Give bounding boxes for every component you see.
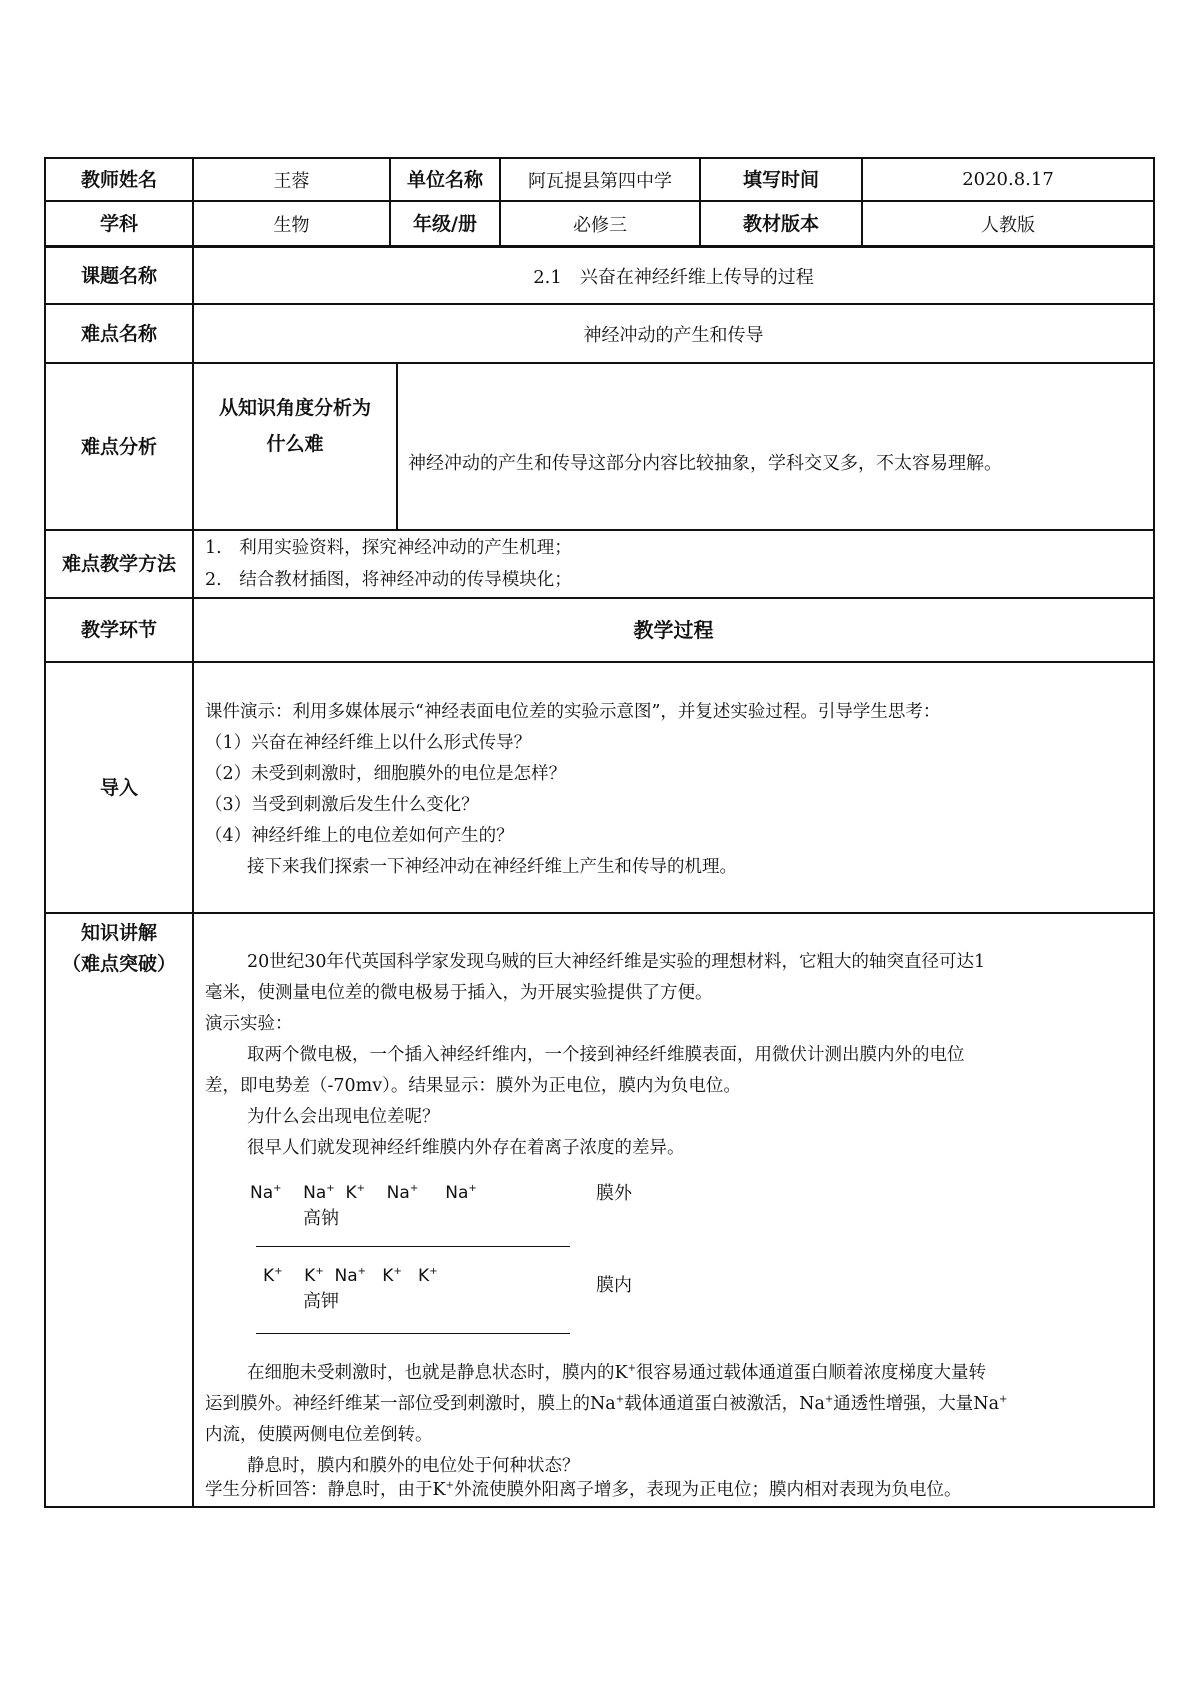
difficulty-value: 神经冲动的产生和传导 [583, 324, 764, 346]
ion-charge: + [357, 1266, 367, 1277]
ion-charge: + [445, 1480, 454, 1491]
teacher-name-value: 王蓉 [273, 170, 310, 192]
teaching-stage-label: 教学环节 [80, 619, 157, 641]
text-segment: 通透性增强，大量Na [833, 1394, 1000, 1414]
topic-label: 课题名称 [80, 264, 157, 287]
grade-value: 必修三 [573, 214, 627, 236]
ion-label: K [263, 1266, 275, 1286]
ion-charge: + [429, 1266, 438, 1277]
intro-question-4: （4）神经纤维上的电位差如何产生的？ [205, 826, 514, 846]
teaching-process-title: 教学过程 [633, 618, 714, 642]
outer-caption: 高钠 [303, 1208, 339, 1229]
table-border-bottom [44, 1506, 1155, 1508]
ion-charge: + [468, 1183, 477, 1194]
analysis-content: 神经冲动的产生和传导这部分内容比较抽象，学科交叉多，不太容易理解。 [408, 453, 1002, 474]
inner-membrane-label: 膜内 [596, 1275, 632, 1296]
text-segment: 外流使膜外阳离子增多，表现为正电位；膜内相对表现为负电位。 [453, 1480, 962, 1500]
question: 为什么会出现电位差呢？ [247, 1107, 440, 1127]
text-segment: 载体通道蛋白被激活，Na [624, 1394, 825, 1414]
analysis-label: 难点分析 [80, 435, 157, 458]
ion-label: K [382, 1266, 394, 1286]
method-item-1: 1. 利用实验资料，探究神经冲动的产生机理； [205, 538, 572, 558]
unit-name-value: 阿瓦提县第四中学 [528, 170, 672, 192]
ion-label: Na [334, 1266, 358, 1286]
knowledge-label-line1: 知识讲解 [80, 922, 157, 944]
knowledge-paragraph: 毫米，使测量电位差的微电极易于插入，为开展实验提供了方便。 [205, 983, 713, 1003]
ion-label: Na [250, 1183, 274, 1203]
inner-caption: 高钾 [303, 1291, 339, 1312]
ion-charge: + [315, 1266, 324, 1277]
ion-charge: + [409, 1183, 419, 1194]
ion-charge: + [273, 1183, 282, 1194]
knowledge-paragraph: 很早人们就发现神经纤维膜内外存在着离子浓度的差异。 [247, 1138, 685, 1158]
analysis-sub-label-line1: 从知识角度分析为 [218, 397, 371, 419]
subject-label: 学科 [99, 212, 138, 235]
knowledge-paragraph [247, 1358, 986, 1389]
topic-value: 2.1 兴奋在神经纤维上传导的过程 [533, 266, 814, 288]
ion-charge: + [999, 1394, 1008, 1405]
intro-label: 导入 [99, 776, 138, 799]
ion-label: K [345, 1183, 357, 1203]
student-answer [205, 1475, 961, 1506]
knowledge-paragraph: 20世纪30年代英国科学家发现乌贼的巨大神经纤维是实验的理想材料，它粗大的轴突直径可达1 [247, 952, 986, 972]
ion-charge: + [824, 1394, 834, 1405]
method-label: 难点教学方法 [61, 553, 176, 575]
ion-charge: + [356, 1183, 366, 1194]
question: 静息时，膜内和膜外的电位处于何种状态？ [247, 1456, 580, 1476]
ion-charge: + [274, 1266, 283, 1277]
knowledge-paragraph: 内流，使膜两侧电位差倒转。 [205, 1425, 433, 1445]
ion-charge: + [326, 1183, 335, 1194]
membrane-line-top [256, 1246, 570, 1247]
row-divider [44, 529, 1155, 531]
knowledge-label [46, 918, 192, 982]
text-segment: 很容易通过载体通道蛋白顺着浓度梯度大量转 [635, 1363, 986, 1383]
demo-label: 演示实验： [205, 1014, 293, 1034]
text-segment: 在细胞未受刺激时，也就是静息状态时，膜内的K [247, 1363, 628, 1383]
row-divider [44, 912, 1155, 914]
table-border-right [1153, 157, 1155, 1508]
method-item-2: 2. 结合教材插图，将神经冲动的传导模块化； [205, 570, 572, 590]
edition-value: 人教版 [981, 214, 1035, 236]
ion-charge: + [615, 1394, 625, 1405]
row-divider [44, 661, 1155, 663]
ion-label: K [418, 1266, 430, 1286]
analysis-sub-label-line2: 什么难 [266, 433, 324, 455]
ion-charge: + [627, 1363, 636, 1374]
text-segment: 学生分析回答：静息时，由于K [205, 1480, 446, 1500]
ion-label: Na [445, 1183, 469, 1203]
teacher-name-label: 教师姓名 [80, 168, 157, 191]
ion-charge: + [393, 1266, 402, 1277]
inner-ions [263, 1266, 438, 1286]
ion-label: Na [386, 1183, 410, 1203]
unit-name-label: 单位名称 [406, 168, 483, 191]
edition-label: 教材版本 [742, 212, 819, 235]
fill-date-value: 2020.8.17 [962, 169, 1054, 190]
intro-question-3: （3）当受到刺激后发生什么变化？ [205, 795, 479, 815]
analysis-col-divider [396, 362, 398, 530]
knowledge-paragraph: 取两个微电极，一个插入神经纤维内，一个接到神经纤维膜表面，用微伏计测出膜内外的电位 [247, 1045, 965, 1065]
intro-question-1: （1）兴奋在神经纤维上以什么形式传导？ [205, 733, 532, 753]
knowledge-paragraph: 差，即电势差（-70mv）。结果显示：膜外为正电位，膜内为负电位。 [205, 1076, 741, 1096]
row-divider [44, 362, 1155, 364]
fill-date-label: 填写时间 [742, 168, 819, 191]
difficulty-label: 难点名称 [80, 322, 157, 345]
intro-question-2: （2）未受到刺激时，细胞膜外的电位是怎样？ [205, 764, 567, 784]
knowledge-paragraph [205, 1389, 1007, 1420]
ion-label: Na [303, 1183, 327, 1203]
ion-label: K [304, 1266, 316, 1286]
subject-value: 生物 [273, 214, 310, 236]
intro-line: 课件演示：利用多媒体展示“神经表面电位差的实验示意图”，并复述实验过程。引导学生思考： [205, 702, 941, 722]
outer-membrane-label: 膜外 [596, 1183, 632, 1204]
text-segment: 运到膜外。神经纤维某一部位受到刺激时，膜上的Na [205, 1394, 616, 1414]
intro-line: 接下来我们探索一下神经冲动在神经纤维上产生和传导的机理。 [247, 857, 737, 877]
outer-ions [250, 1183, 477, 1203]
analysis-sub-label [194, 390, 396, 490]
membrane-line-bottom [256, 1333, 570, 1334]
knowledge-label-line2: （难点突破） [61, 953, 176, 975]
grade-label: 年级/册 [413, 212, 477, 235]
